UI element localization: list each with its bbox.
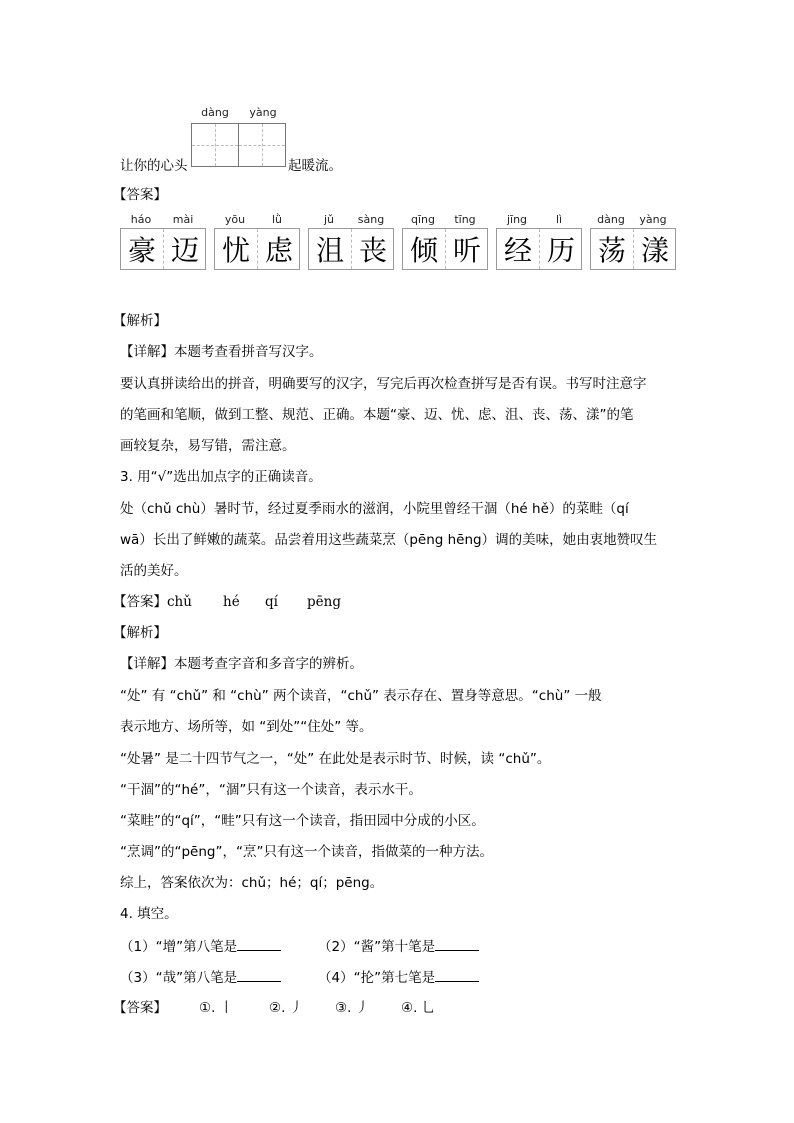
answer-pinyin: jǔ: [323, 213, 335, 226]
answer-word-box: [496, 228, 582, 270]
q3-title: 3. 用“√”选出加点字的正确读音。: [120, 469, 322, 485]
q4-blank-3[interactable]: [237, 969, 281, 982]
answer-char: 虑: [257, 229, 300, 269]
q4-item-2: [318, 938, 479, 955]
answer-char: 漾: [633, 229, 676, 269]
q3-explain-4: “干涸”的“hé”，“涸”只有这一个读音，表示水干。: [120, 782, 422, 798]
answer-word-box: [402, 228, 488, 270]
answer-pinyin: yàng: [639, 213, 667, 226]
q4-item-2-text: （2）“酱”第十笔是: [318, 939, 436, 955]
q3-explain-3: “处暑” 是二十四节气之一，“处” 在此处是表示时节、时候，读 “chǔ”。: [120, 751, 551, 767]
q3-answer-label: 【答案】: [113, 594, 167, 610]
answer-label: 【答案】: [113, 187, 167, 203]
q3-line-1: 处（chǔ chù）暑时节，经过夏季雨水的滋润，小院里曾经干涸（hé hě）的菜畦（qí: [120, 501, 629, 517]
writing-grid-cell-2[interactable]: [238, 123, 286, 167]
q4-item-3: [120, 969, 281, 986]
answer-char: 倾: [409, 234, 438, 267]
q3-answer: [113, 594, 341, 610]
q3-analysis-label: 【解析】: [113, 625, 167, 641]
answer-pinyin: sàng: [357, 213, 385, 226]
top-pinyin-1: dàng: [201, 106, 229, 119]
q3-answer-2: hé: [223, 594, 240, 610]
q2-detail: [120, 344, 323, 360]
answer-char: 丧: [351, 229, 394, 269]
q3-explain-2: 表示地方、场所等，如 “到处”“住处” 等。: [120, 719, 373, 735]
answer-word-box: [308, 228, 394, 270]
answer-char: 历: [539, 229, 582, 269]
answer-pinyin: qīng: [411, 213, 435, 226]
answer-pinyin: yōu: [224, 213, 246, 226]
q4-item-4: [318, 969, 479, 986]
answer-char: 经: [503, 234, 532, 267]
answer-char: 豪: [127, 234, 156, 267]
q3-answer-4: pēng: [307, 594, 341, 610]
answer-pinyin: háo: [130, 213, 152, 226]
q4-item-1-text: （1）“增”第八笔是: [120, 939, 238, 955]
answer-word-box: [120, 228, 206, 270]
q4-answer-4: ④. 乚: [401, 1000, 436, 1016]
answer-char: 沮: [315, 234, 344, 267]
q4-title: 4. 填空。: [120, 906, 178, 922]
answer-pinyin: tīng: [454, 213, 476, 226]
answer-char: 荡: [597, 234, 626, 267]
q3-detail-text: 本题考查字音和多音字的辨析。: [174, 656, 363, 672]
q3-answer-1: chǔ: [167, 594, 192, 610]
top-pinyin-2: yàng: [249, 106, 277, 119]
answer-pinyin: mài: [172, 213, 194, 226]
answer-word-box: [214, 228, 300, 270]
writing-grid-cell-1[interactable]: [191, 123, 239, 167]
q4-answer-2: ②. 丿: [269, 1000, 304, 1016]
answer-char: 听: [445, 229, 488, 269]
q4-blank-1[interactable]: [237, 938, 281, 951]
q3-detail-label: 【详解】: [120, 656, 174, 672]
analysis-label: 【解析】: [113, 313, 167, 329]
q3-explain-6: “烹调”的“pēng”，“烹”只有这一个读音，指做菜的一种方法。: [120, 844, 493, 860]
top-question-prefix: 让你的心头: [120, 158, 188, 174]
q4-blank-4[interactable]: [435, 969, 479, 982]
q4-blank-2[interactable]: [435, 938, 479, 951]
q3-explain-7: 综上，答案依次为：chǔ；hé；qí；pēng。: [120, 875, 384, 891]
top-question-suffix: 起暖流。: [288, 158, 342, 174]
q4-item-3-text: （3）“哉”第八笔是: [120, 970, 238, 986]
q3-line-2: wā）长出了鲜嫩的蔬菜。品尝着用这些蔬菜烹（pēng hēng）调的美味，她由衷地赞叹生: [120, 532, 658, 548]
detail-text: 本题考查看拼音写汉字。: [174, 344, 323, 360]
q4-answer-3: ③. 丿: [335, 1000, 370, 1016]
q2-line-3: 画较复杂，易写错，需注意。: [120, 438, 296, 454]
q3-detail: [120, 656, 363, 672]
q3-answer-3: qí: [265, 594, 278, 610]
answer-pinyin: jīng: [506, 213, 528, 226]
q3-line-3: 活的美好。: [120, 563, 188, 579]
q2-line-2: 的笔画和笔顺，做到工整、规范、正确。本题“豪、迈、忧、虑、沮、丧、荡、漾”的笔: [120, 407, 634, 423]
q4-item-1: [120, 938, 281, 955]
q3-explain-5: “菜畦”的“qí”，“畦”只有这一个读音，指田园中分成的小区。: [120, 813, 485, 829]
q4-answer: [113, 1000, 435, 1016]
q3-explain-1: “处” 有 “chǔ” 和 “chù” 两个读音，“chǔ” 表示存在、置身等意思。“chù” 一般: [120, 688, 602, 704]
answer-pinyin: lì: [555, 213, 563, 226]
answer-word-box: [590, 228, 676, 270]
answer-char: 迈: [163, 229, 206, 269]
q4-item-4-text: （4）“抡”第七笔是: [318, 970, 436, 986]
answer-pinyin: dàng: [597, 213, 625, 226]
q2-line-1: 要认真拼读给出的拼音，明确要写的汉字，写完后再次检查拼写是否有误。书写时注意字: [120, 376, 647, 392]
answer-char: 忧: [221, 234, 250, 267]
detail-label: 【详解】: [120, 344, 174, 360]
answer-pinyin: lǜ: [271, 213, 283, 226]
q4-answer-1: ①. 丨: [199, 1000, 234, 1016]
q4-answer-label: 【答案】: [113, 1000, 167, 1016]
